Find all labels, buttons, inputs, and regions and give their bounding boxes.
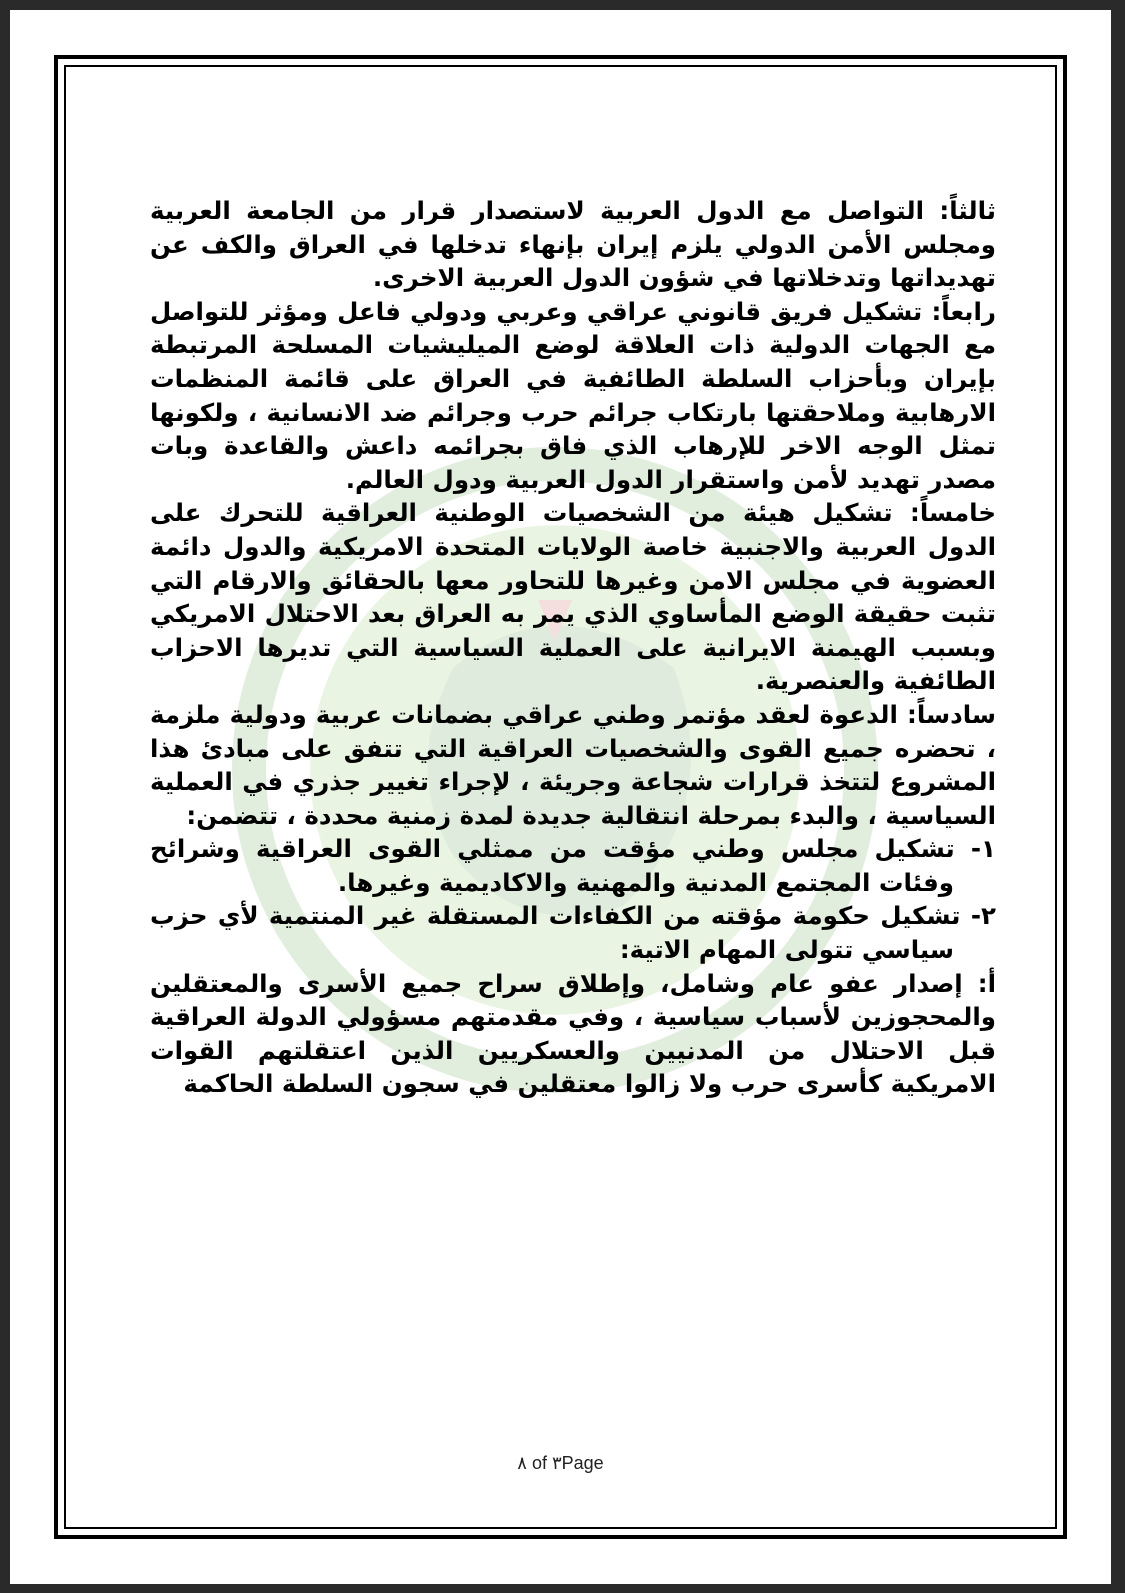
list-item-1: ١- تشكيل مجلس وطني مؤقت من ممثلي القوى العراقية وشرائح وفئات المجتمع المدنية والمهنية والاكاديمية وغيرها. xyxy=(150,834,996,897)
document-body xyxy=(150,194,996,1404)
paragraph-sixth: سادساً: الدعوة لعقد مؤتمر وطني عراقي بضمانات عربية ودولية ملزمة ، تحضره جميع القوى والشخصيات العراقية التي تتفق على مبادئ هذا المشروع لتتخذ قرارات شجاعة وجريئة ، لإجراء تغيير جذري في العملية السياسية ، والبدء بمرحلة انتقالية جديدة لمدة زمنية محددة ، تتضمن: xyxy=(150,699,996,830)
paragraph-third: ثالثاً: التواصل مع الدول العربية لاستصدار قرار من الجامعة العربية ومجلس الأمن الدولي يلزم إيران بإنهاء تدخلها في العراق والكف عن تهديداتها وتدخلاتها في شؤون الدول العربية الاخرى. xyxy=(150,196,996,293)
list-item-a: أ: إصدار عفو عام وشامل، وإطلاق سراح جميع الأسرى والمعتقلين والمحجوزين لأسباب سياسية ، وفي مقدمتهم مسؤولي الدولة العراقية قبل الاحتلال من المدنيين والعسكريين الذين اعتقلتهم القوات الامريكية كأسرى حرب ولا زالوا معتقلين في سجون السلطة الحاكمة xyxy=(150,968,996,1099)
document-page xyxy=(10,10,1111,1584)
paragraph-fifth: خامساً: تشكيل هيئة من الشخصيات الوطنية العراقية للتحرك على الدول العربية والاجنبية خاصة الولايات المتحدة الامريكية والدول دائمة العضوية في مجلس الامن وغيرها للتحاور معها بالحقائق والارقام التي تثبت حقيقة الوضع المأساوي الذي يمر به العراق بعد الاحتلال الامريكي وبسبب الهيمنة الايرانية على العملية السياسية التي تديرها الاحزاب الطائفية والعنصرية. xyxy=(150,498,996,696)
paragraph-fourth: رابعاً: تشكيل فريق قانوني عراقي وعربي ودولي فاعل ومؤثر للتواصل مع الجهات الدولية ذات العلاقة لوضع الميليشيات المسلحة المرتبطة بإيران وبأحزاب السلطة الطائفية في العراق على قائمة المنظمات الارهابية وملاحقتها بارتكاب جرائم حرب وجرائم ضد الانسانية ، ولكونها تمثل الوجه الاخر للإرهاب الذي فاق بجرائمه داعش والقاعدة وبات مصدر تهديد لأمن واستقرار الدول العربية ودول العالم. xyxy=(150,296,996,494)
page-footer: ٨ of ٣Page xyxy=(517,1453,604,1473)
list-item-2: ٢- تشكيل حكومة مؤقته من الكفاءات المستقلة غير المنتمية لأي حزب سياسي تتولى المهام الاتية: xyxy=(150,901,996,965)
